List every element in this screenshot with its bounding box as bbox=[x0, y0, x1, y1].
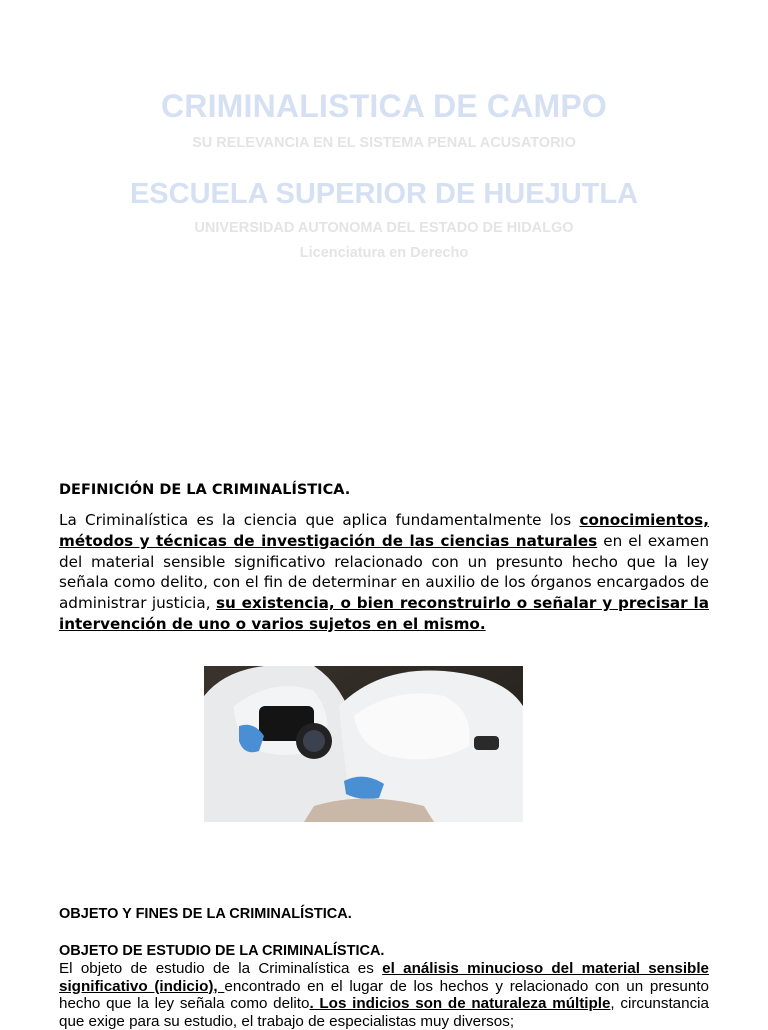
objeto-text-c: encontrado en el lugar de los hechos y relacionado con un presunto hecho que la ley señala como delito bbox=[59, 977, 709, 1013]
cover-university: UNIVERSIDAD AUTONOMA DEL ESTADO DE HIDALGO bbox=[194, 220, 574, 236]
section-heading-definition: DEFINICIÓN DE LA CRIMINALÍSTICA. bbox=[59, 482, 351, 498]
section-heading-objeto-fines: OBJETO Y FINES DE LA CRIMINALÍSTICA. bbox=[59, 906, 352, 922]
objeto-paragraph bbox=[59, 960, 709, 1030]
forensic-investigators-photo bbox=[204, 666, 523, 822]
definition-paragraph bbox=[59, 510, 709, 635]
definition-text-c: en el examen del material sensible significativo relacionado con un presunto hecho que la ley señala como delito, con el fin de determinar en auxilio de los órganos encargados de administrar justicia, bbox=[59, 531, 709, 613]
cover-school: ESCUELA SUPERIOR DE HUEJUTLA bbox=[129, 178, 639, 210]
objeto-text-e: , circunstancia que exige para su estudio, el trabajo de especialistas muy diversos; bbox=[59, 995, 709, 1030]
definition-text-d: su existencia, o bien reconstruirlo o señalar y precisar la intervención de uno o varios sujetos en el mismo. bbox=[59, 594, 709, 633]
objeto-text-d: . Los indicios son de naturaleza múltiple bbox=[309, 995, 611, 1013]
definition-text-b: conocimientos, métodos y técnicas de investigación de las ciencias naturales bbox=[59, 511, 709, 550]
cover-program: Licenciatura en Derecho bbox=[299, 245, 469, 261]
photo-illustration bbox=[204, 666, 523, 822]
definition-text-a: La Criminalística es la ciencia que aplica fundamentalmente los bbox=[59, 511, 580, 529]
objeto-text-b: el análisis minucioso del material sensible significativo (indicio), bbox=[59, 960, 710, 995]
objeto-text-a: El objeto de estudio de la Criminalística es bbox=[59, 960, 383, 977]
cover-subtitle: SU RELEVANCIA EN EL SISTEMA PENAL ACUSATORIO bbox=[192, 135, 576, 151]
cover-title: CRIMINALISTICA DE CAMPO bbox=[160, 88, 608, 124]
section-subheading-objeto-estudio: OBJETO DE ESTUDIO DE LA CRIMINALÍSTICA. bbox=[59, 943, 385, 959]
